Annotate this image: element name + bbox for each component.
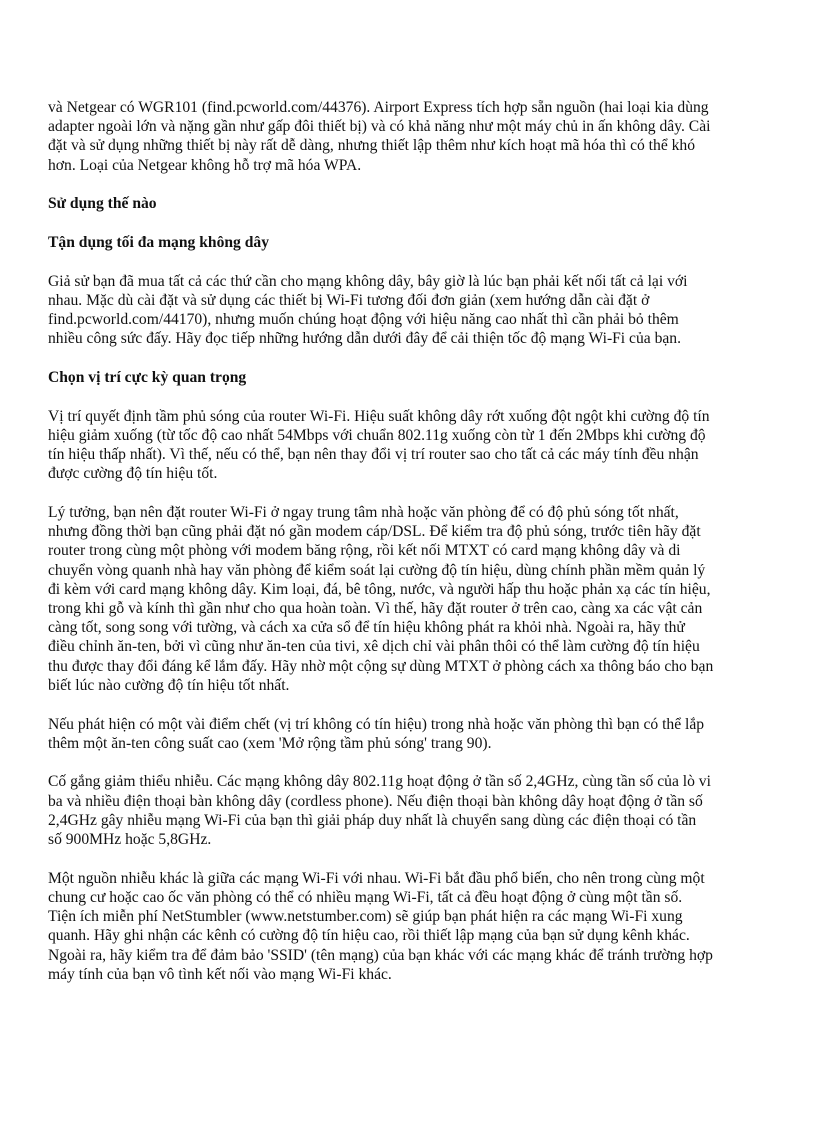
location-paragraph-2: Lý tưởng, bạn nên đặt router Wi-Fi ở ngay trung tâm nhà hoặc văn phòng để có độ phủ sóng tốt nhất, nhưng đồng thời bạn cũng phải đặt nó gần modem cáp/DSL. Để kiểm tra độ phủ sóng, trước tiên hãy đặt router trong cùng một phòng với modem băng rộng, rồi kết nối MTXT có card mạng không dây và di chuyển vòng quanh nhà hay văn phòng để kiểm soát lại cường độ tín hiệu, dùng chính phần mềm quản lý đi kèm với card mạng không dây. Kim loại, đá, bê tông, nước, và người hấp thu hoặc phản xạ các tín hiệu, trong khi gỗ và kính thì gần như cho qua hoàn toàn. Vì thế, hãy đặt router ở trên cao, càng xa các vật cản càng tốt, song song với tường, và cách xa cửa sổ để tín hiệu không phát ra khỏi nhà. Ngoài ra, hãy thử điều chỉnh ăn-ten, bởi vì cũng như ăn-ten của tivi, xê dịch chỉ vài phân thôi có thể làm cường độ tín hiệu thu được thay đổi đáng kể lắm đấy. Hãy nhờ một cộng sự dùng MTXT ở phòng cách xa thông báo cho bạn biết lúc nào cường độ tín hiệu tốt nhất.	[48, 504, 714, 694]
other-networks-paragraph: Một nguồn nhiễu khác là giữa các mạng Wi-Fi với nhau. Wi-Fi bắt đầu phổ biến, cho nên trong cùng một chung cư hoặc cao ốc văn phòng có thể có nhiều mạng Wi-Fi, tất cả đều hoạt động ở cùng một tần số. Tiện ích miễn phí NetStumbler (www.netstumber.com) sẽ giúp bạn phát hiện ra các mạng Wi-Fi xung quanh. Hãy ghi nhận các kênh có cường độ tín hiệu cao, rồi thiết lập mạng của bạn sử dụng kênh khác. Ngoài ra, hãy kiểm tra để đảm bảo 'SSID' (tên mạng) của bạn khác với các mạng khác để tránh trường hợp máy tính của bạn vô tình kết nối vào mạng Wi-Fi khác.	[48, 869, 713, 983]
location-paragraph-1: Vị trí quyết định tầm phủ sóng của router Wi-Fi. Hiệu suất không dây rớt xuống đột ngột khi cường độ tín hiệu giảm xuống (từ tốc độ cao nhất 54Mbps với chuẩn 802.11g xuống còn từ 1 đến 2Mbps khi cường độ tín hiệu thấp nhất). Vì thế, nếu có thể, bạn nên thay đổi vị trí router sao cho tất cả các máy tính đều nhận được cường độ tín hiệu tốt.	[48, 407, 710, 483]
section-heading-maximize-wireless: Tận dụng tối đa mạng không dây	[48, 234, 270, 252]
intro-paragraph: và Netgear có WGR101 (find.pcworld.com/44376). Airport Express tích hợp sẵn nguồn (hai loại kia dùng adapter ngoài lớn và nặng gần như gấp đôi thiết bị) và có khả năng như một máy chủ in ấn không dây. Cài đặt và sử dụng những thiết bị này rất dễ dàng, nhưng thiết lập thêm như kích hoạt mã hóa thì có thể khó hơn. Loại của Netgear không hỗ trợ mã hóa WPA.	[48, 99, 711, 174]
section-heading-how-to-use: Sử dụng thế nào	[48, 195, 157, 213]
document-page	[48, 98, 772, 1004]
interference-paragraph: Cố gắng giảm thiểu nhiễu. Các mạng không dây 802.11g hoạt động ở tần số 2,4GHz, cùng tần số của lò vi ba và nhiều điện thoại bàn không dây (cordless phone). Nếu điện thoại bàn không dây hoạt động ở tần số 2,4GHz gây nhiễu mạng Wi-Fi của bạn thì giải pháp duy nhất là chuyển sang dùng các điện thoại có tần số 900MHz hoặc 5,8GHz.	[48, 773, 711, 849]
dead-spots-paragraph: Nếu phát hiện có một vài điểm chết (vị trí không có tín hiệu) trong nhà hoặc văn phòng thì bạn có thể lắp thêm một ăn-ten công suất cao (xem 'Mở rộng tầm phủ sóng' trang 90).	[48, 715, 705, 752]
maximize-paragraph: Giả sử bạn đã mua tất cả các thứ cần cho mạng không dây, bây giờ là lúc bạn phải kết nối tất cả lại với nhau. Mặc dù cài đặt và sử dụng các thiết bị Wi-Fi tương đối đơn giản (xem hướng dẫn cài đặt ở find.pcworld.com/44170), nhưng muốn chúng hoạt động với hiệu năng cao nhất thì cần phải bỏ thêm nhiều công sức đấy. Hãy đọc tiếp những hướng dẫn dưới đây để cải thiện tốc độ mạng Wi-Fi của bạn.	[48, 272, 688, 348]
section-heading-location: Chọn vị trí cực kỳ quan trọng	[48, 369, 247, 387]
